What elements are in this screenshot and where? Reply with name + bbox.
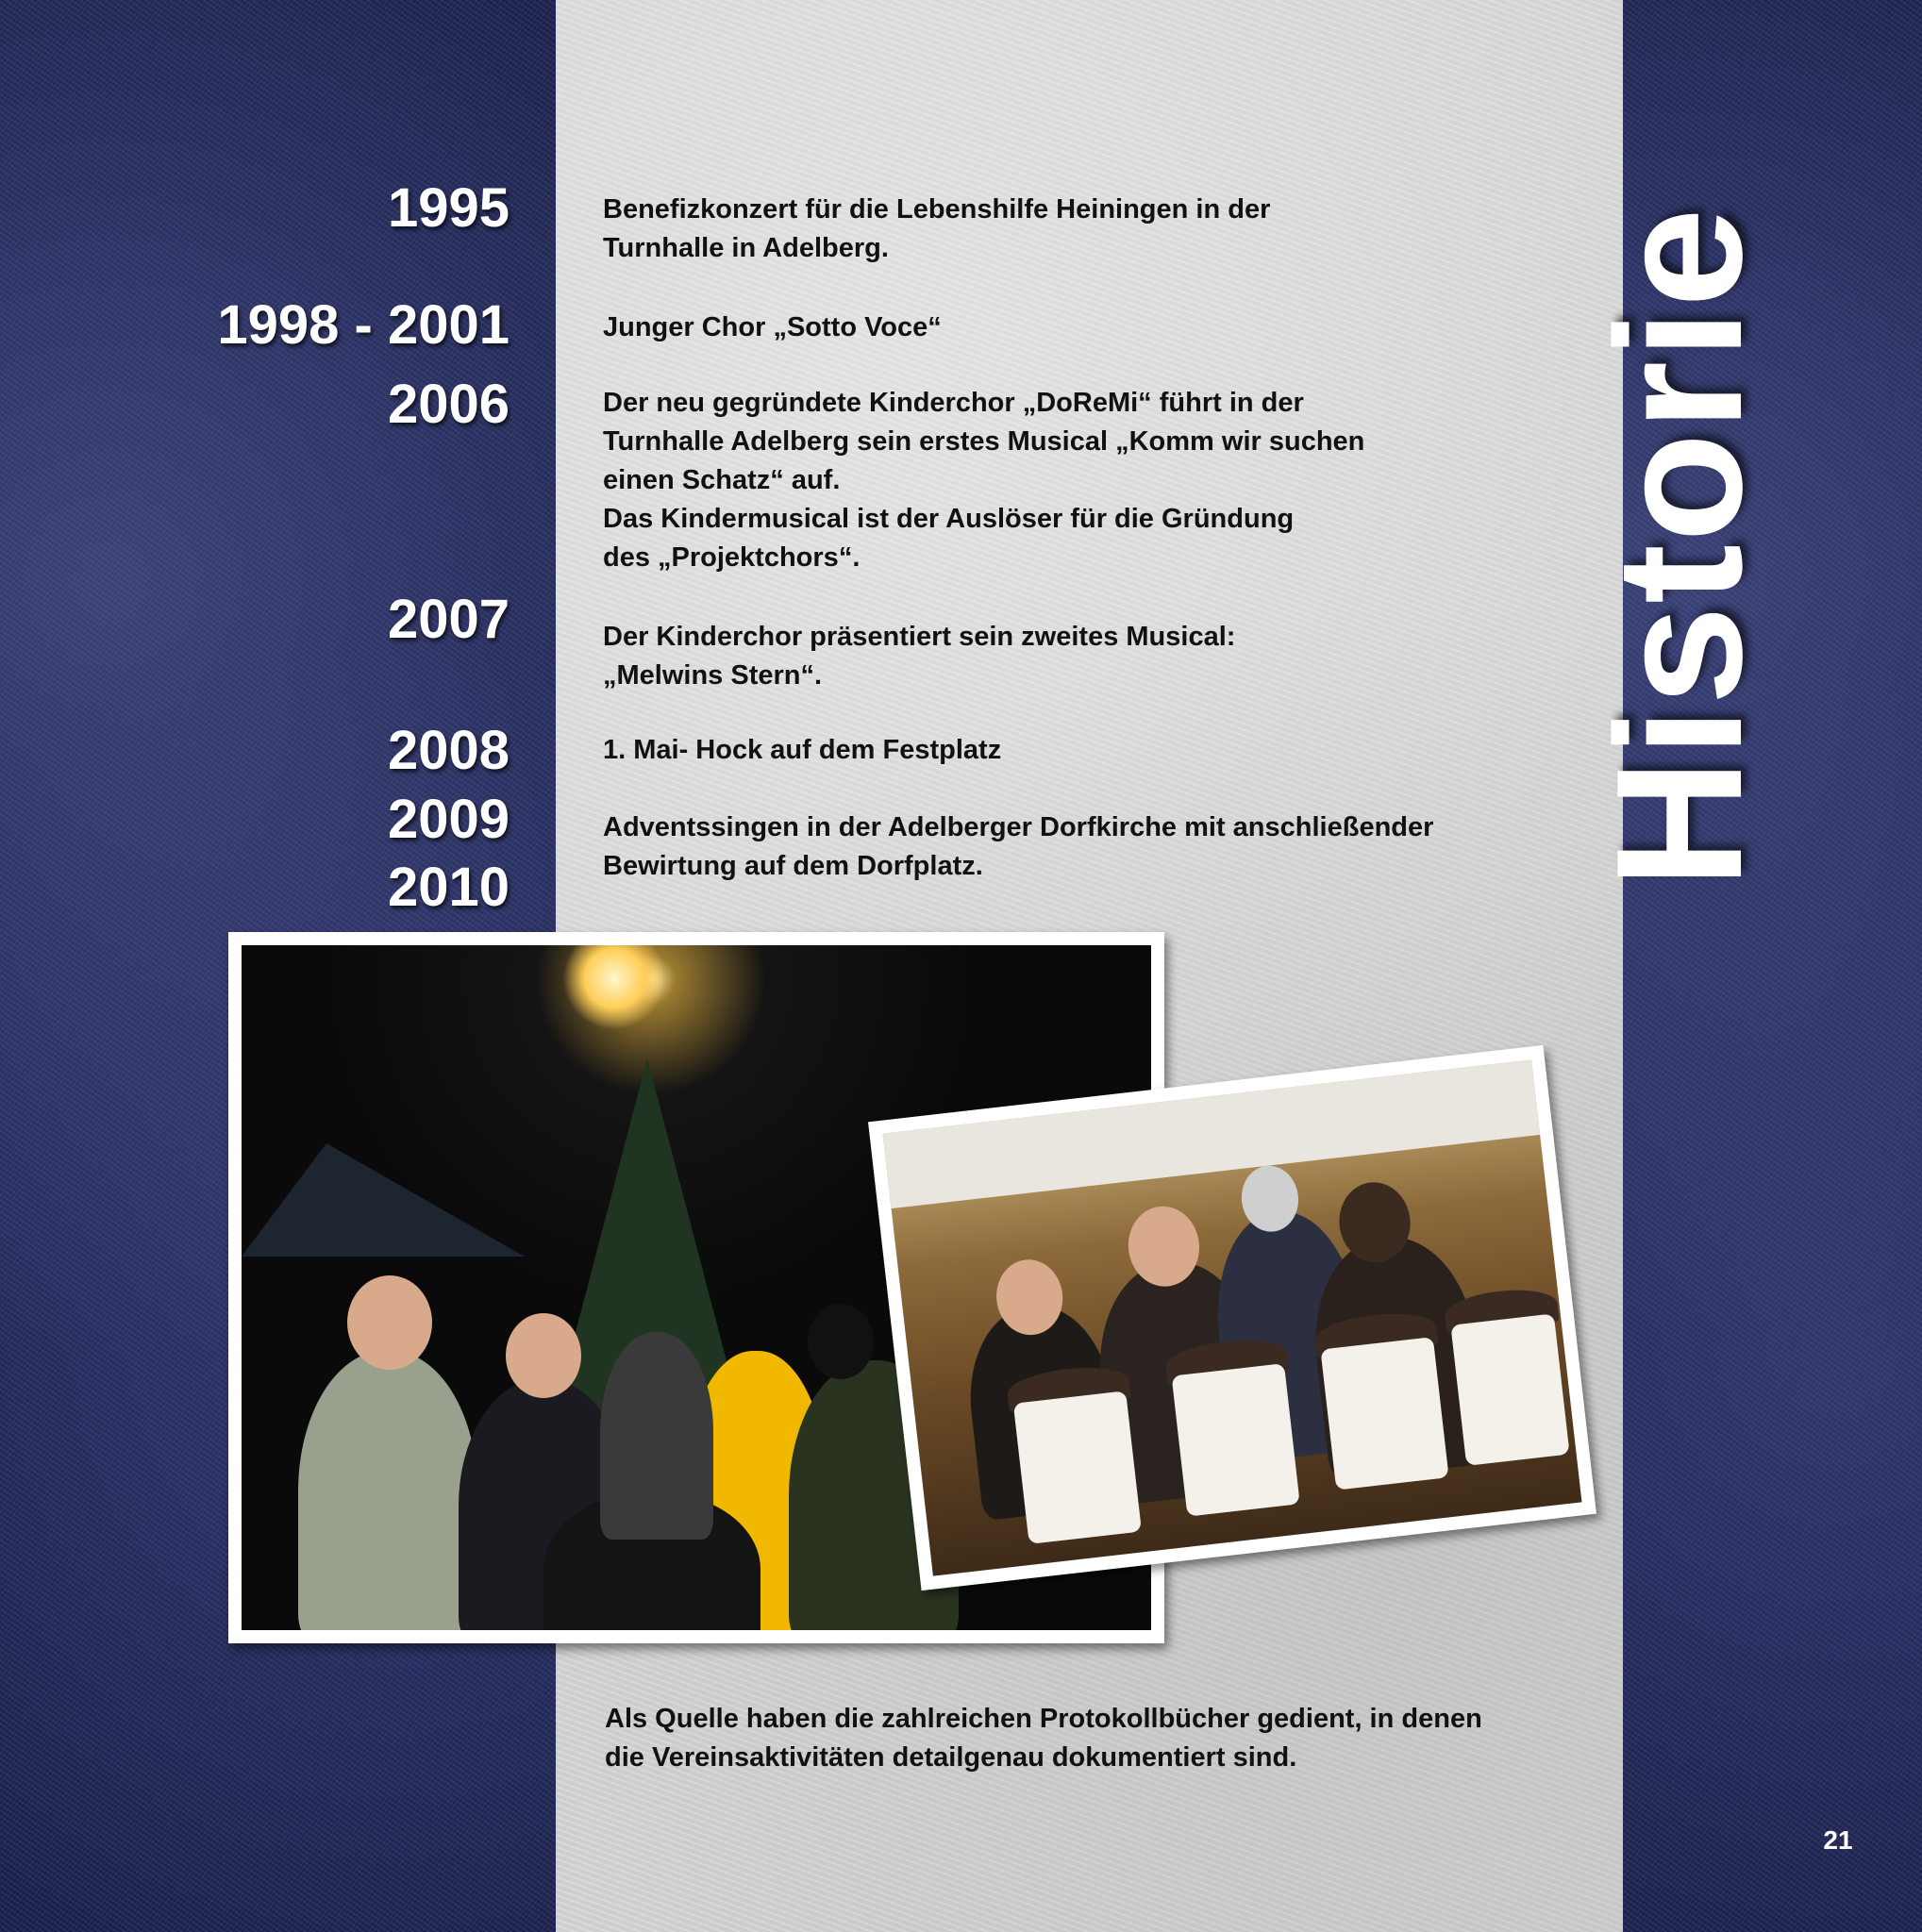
year-2006: 2006 [387, 374, 510, 435]
entry-line: Turnhalle Adelberg sein erstes Musical „Komm wir suchen [603, 426, 1365, 457]
entry-line: des „Projektchors“. [603, 542, 861, 573]
source-note-line: Als Quelle haben die zahlreichen Protokollbücher gedient, in denen [605, 1704, 1482, 1734]
entry-line: „Melwins Stern“. [603, 660, 823, 691]
entry-line: 1. Mai- Hock auf dem Festplatz [603, 735, 1002, 765]
entry-line: Turnhalle in Adelberg. [603, 233, 889, 263]
entry-line: einen Schatz“ auf. [603, 465, 841, 495]
year-2007: 2007 [387, 589, 510, 650]
entry-1995 [603, 191, 1509, 268]
entry-line: Benefizkonzert für die Lebenshilfe Heiningen in der [603, 194, 1271, 225]
entry-2008 [603, 731, 1509, 770]
entry-line: Das Kindermusical ist der Auslöser für die Gründung [603, 504, 1295, 534]
page-title-text: Historie [1579, 206, 1780, 889]
entry-2007 [603, 618, 1509, 695]
entry-line: Adventssingen in der Adelberger Dorfkirche mit anschließender [603, 812, 1434, 842]
source-note [605, 1700, 1548, 1777]
photo-booth [868, 1045, 1596, 1591]
entry-line: Der Kinderchor präsentiert sein zweites Musical: [603, 622, 1236, 652]
source-note-line: die Vereinsaktivitäten detailgenau dokumentiert sind. [605, 1742, 1297, 1773]
year-2010: 2010 [387, 857, 510, 918]
entry-2006 [603, 384, 1509, 577]
year-1998-2001: 1998 - 2001 [217, 294, 510, 356]
photo-booth-image [883, 1059, 1582, 1575]
entry-line: Der neu gegründete Kinderchor „DoReMi“ führt in der [603, 388, 1304, 418]
year-2008: 2008 [387, 720, 510, 781]
year-1995: 1995 [387, 177, 510, 239]
entry-line: Bewirtung auf dem Dorfplatz. [603, 851, 983, 881]
entry-2009 [603, 808, 1509, 886]
entry-line: Junger Chor „Sotto Voce“ [603, 312, 942, 342]
entry-1998-2001 [603, 308, 1509, 347]
year-2009: 2009 [387, 789, 510, 850]
page-number: 21 [1823, 1825, 1853, 1855]
